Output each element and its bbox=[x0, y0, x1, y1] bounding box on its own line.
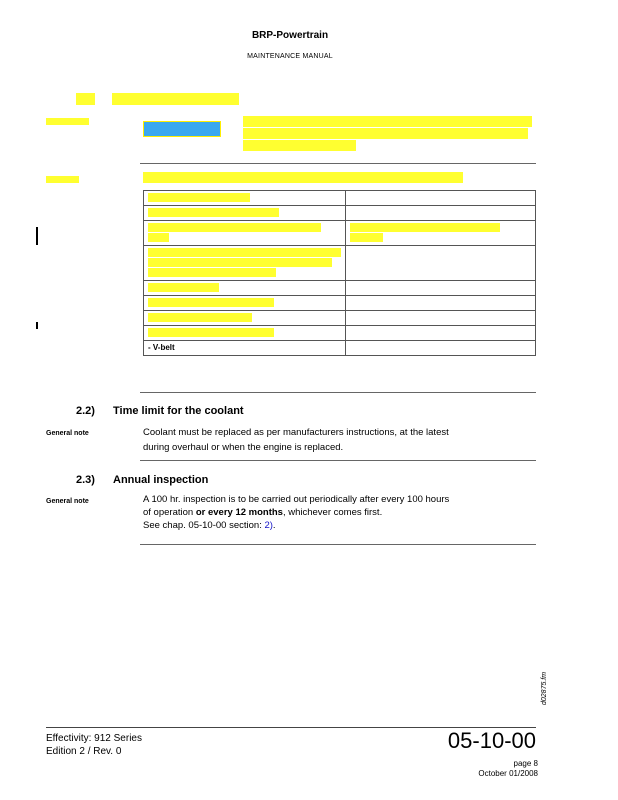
component-cell bbox=[144, 281, 346, 296]
chapter-number: 05-10-00 bbox=[447, 728, 536, 753]
inspection-line-3-pre: See chap. 05-10-00 section: bbox=[143, 520, 265, 531]
manual-brand-title: BRP-Powertrain bbox=[251, 30, 329, 41]
section-2-1-number bbox=[76, 93, 95, 105]
inspection-line-3 bbox=[143, 520, 543, 532]
remark-cell bbox=[346, 341, 536, 356]
table-row bbox=[144, 311, 536, 326]
general-note-text bbox=[46, 118, 89, 125]
components-table bbox=[143, 190, 536, 356]
replacement-intro bbox=[143, 172, 536, 184]
notice-badge-label: NOTICE bbox=[166, 124, 198, 133]
manual-subtitle: MAINTENANCE MANUAL bbox=[247, 53, 333, 60]
table-row bbox=[144, 326, 536, 341]
notice-badge bbox=[143, 121, 221, 137]
component-text bbox=[148, 328, 274, 337]
general-note-label-2-2: General note bbox=[46, 430, 89, 437]
component-cell bbox=[144, 221, 346, 246]
remark-cell bbox=[346, 281, 536, 296]
coolant-line-2: during overhaul or when the engine is replaced. bbox=[143, 442, 344, 453]
component-cell bbox=[144, 296, 346, 311]
table-row bbox=[144, 246, 536, 281]
inspection-text bbox=[143, 494, 543, 532]
inspection-line-2-bold: or every 12 months bbox=[195, 507, 283, 518]
change-bar bbox=[36, 227, 38, 245]
remark-cell bbox=[346, 206, 536, 221]
component-text bbox=[148, 248, 341, 277]
page-number: page 8 bbox=[513, 759, 538, 768]
divider bbox=[140, 460, 536, 461]
component-text bbox=[148, 208, 279, 217]
section-2-3-number: 2.3) bbox=[76, 474, 95, 486]
divider bbox=[140, 544, 536, 545]
component-cell bbox=[144, 341, 346, 356]
inspection-line-2 bbox=[143, 507, 543, 519]
component-cell bbox=[144, 311, 346, 326]
general-note-label-2-1 bbox=[46, 118, 89, 125]
section-link[interactable]: 2) bbox=[264, 520, 273, 531]
edition: Edition 2 / Rev. 0 bbox=[46, 746, 122, 757]
component-cell bbox=[144, 191, 346, 206]
inspection-line-1: A 100 hr. inspection is to be carried out periodically after every 100 hours bbox=[143, 494, 450, 505]
section-2-3-title: Annual inspection bbox=[113, 474, 209, 486]
table-row bbox=[144, 206, 536, 221]
time-limit-label-text bbox=[46, 176, 79, 183]
component-text bbox=[148, 313, 252, 322]
component-text bbox=[148, 298, 274, 307]
table-row bbox=[144, 281, 536, 296]
table-row bbox=[144, 296, 536, 311]
coolant-text bbox=[143, 427, 543, 454]
notice-text bbox=[243, 116, 541, 152]
change-bar bbox=[36, 322, 38, 329]
inspection-line-2-pre: of operation bbox=[143, 507, 196, 518]
table-row bbox=[144, 341, 536, 356]
remark-cell bbox=[346, 326, 536, 341]
divider bbox=[140, 392, 536, 393]
component-cell bbox=[144, 246, 346, 281]
component-cell bbox=[144, 326, 346, 341]
component-text bbox=[148, 223, 321, 242]
section-2-1-title bbox=[112, 93, 239, 105]
section-2-2-number: 2.2) bbox=[76, 405, 95, 417]
table-row bbox=[144, 221, 536, 246]
inspection-line-2-post: , whichever comes first. bbox=[282, 507, 383, 518]
remark-cell bbox=[346, 191, 536, 206]
remark-cell bbox=[346, 311, 536, 326]
remark-cell bbox=[346, 246, 536, 281]
section-2-2-title: Time limit for the coolant bbox=[113, 405, 244, 417]
component-text: - V-belt bbox=[148, 343, 175, 352]
coolant-line-1: Coolant must be replaced as per manufacturers instructions, at the latest bbox=[143, 427, 449, 438]
divider bbox=[140, 163, 536, 164]
issue-date: October 01/2008 bbox=[478, 769, 538, 778]
remark-cell bbox=[346, 296, 536, 311]
table-row bbox=[144, 191, 536, 206]
remark-cell bbox=[346, 221, 536, 246]
general-note-label-2-3: General note bbox=[46, 498, 89, 505]
component-text bbox=[148, 193, 250, 202]
notice-text-content bbox=[243, 116, 532, 151]
time-limit-label bbox=[46, 176, 79, 183]
replacement-intro-text bbox=[143, 172, 463, 183]
remark-text bbox=[350, 223, 499, 242]
component-text bbox=[148, 283, 219, 292]
file-reference: d02875.fm bbox=[541, 671, 548, 705]
inspection-line-3-post: . bbox=[272, 520, 276, 531]
effectivity: Effectivity: 912 Series bbox=[46, 733, 142, 744]
component-cell bbox=[144, 206, 346, 221]
